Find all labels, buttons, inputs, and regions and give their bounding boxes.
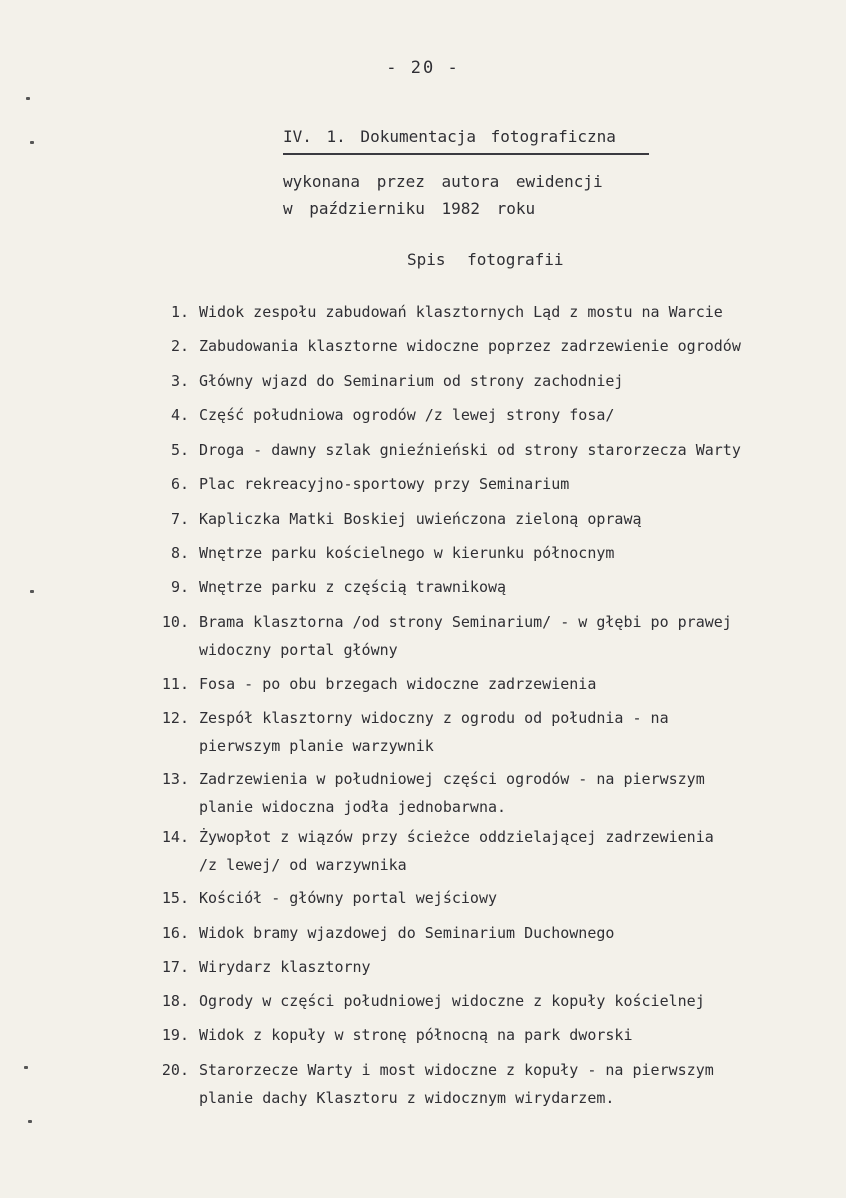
title-underline	[283, 153, 649, 155]
item-number: 13.	[161, 770, 189, 788]
margin-mark	[30, 141, 34, 144]
item-number: 12.	[161, 709, 189, 727]
item-number: 15.	[161, 889, 189, 907]
item-number: 6.	[170, 475, 189, 493]
item-number: 20.	[161, 1061, 189, 1079]
page-number: - 20 -	[386, 58, 460, 78]
item-text	[199, 441, 741, 469]
item-text	[199, 1026, 632, 1054]
item-text	[199, 578, 506, 606]
item-number: 1.	[170, 303, 189, 321]
item-text-line: Zespół klasztorny widoczny z ogrodu od południa - na	[199, 709, 669, 727]
item-text-line: Zabudowania klasztorne widoczne poprzez zadrzewienie ogrodów	[199, 337, 741, 355]
margin-mark	[26, 97, 30, 100]
item-text	[199, 770, 705, 826]
list-heading: Spis fotografii	[407, 250, 564, 269]
item-text	[199, 303, 723, 331]
item-number: 17.	[161, 958, 189, 976]
item-number: 4.	[170, 406, 189, 424]
item-text	[199, 958, 371, 986]
item-text-line: widoczny portal główny	[199, 641, 398, 659]
section-title: IV. 1. Dokumentacja fotograficzna	[283, 127, 616, 146]
item-text	[199, 889, 497, 917]
item-text	[199, 992, 705, 1020]
item-number: 8.	[170, 544, 189, 562]
item-text-line: Wnętrze parku kościelnego w kierunku północnym	[199, 544, 615, 562]
item-text-line: Zadrzewienia w południowej części ogrodów - na pierwszym	[199, 770, 705, 788]
item-text-line: Brama klasztorna /od strony Seminarium/ - w głębi po prawej	[199, 613, 732, 631]
item-text-line: Kapliczka Matki Boskiej uwieńczona zieloną oprawą	[199, 510, 642, 528]
item-text	[199, 372, 623, 400]
item-text-line: Widok zespołu zabudowań klasztornych Ląd z mostu na Warcie	[199, 303, 723, 321]
item-text-line: Żywopłot z wiązów przy ścieżce oddzielającej zadrzewienia	[199, 828, 714, 846]
item-text	[199, 406, 614, 434]
section-subtitle-line2: w październiku 1982 roku	[283, 199, 536, 218]
item-text	[199, 475, 569, 503]
item-text-line: Część południowa ogrodów /z lewej strony fosa/	[199, 406, 615, 424]
item-text-line: Kościół - główny portal wejściowy	[199, 889, 498, 907]
item-text	[199, 613, 732, 669]
item-number: 9.	[170, 578, 189, 596]
item-number: 18.	[161, 992, 189, 1010]
item-text	[199, 828, 714, 884]
item-text-line: Droga - dawny szlak gnieźnieński od strony starorzecza Warty	[199, 441, 741, 459]
item-text-line: planie widoczna jodła jednobarwna.	[199, 798, 507, 816]
item-number: 10.	[161, 613, 189, 631]
item-text-line: planie dachy Klasztoru z widocznym wirydarzem.	[199, 1089, 615, 1107]
item-text-line: Widok z kopuły w stronę północną na park dworski	[199, 1026, 633, 1044]
item-number: 7.	[170, 510, 189, 528]
item-text-line: Wirydarz klasztorny	[199, 958, 371, 976]
item-text-line: Plac rekreacyjno-sportowy przy Seminarium	[199, 475, 570, 493]
item-text-line: Fosa - po obu brzegach widoczne zadrzewienia	[199, 675, 597, 693]
item-text	[199, 510, 642, 538]
item-number: 5.	[170, 441, 189, 459]
item-text-line: Starorzecze Warty i most widoczne z kopuły - na pierwszym	[199, 1061, 714, 1079]
item-number: 3.	[170, 372, 189, 390]
item-number: 19.	[161, 1026, 189, 1044]
item-text	[199, 544, 614, 572]
item-text-line: Ogrody w części południowej widoczne z kopuły kościelnej	[199, 992, 705, 1010]
item-number: 14.	[161, 828, 189, 846]
margin-mark	[28, 1120, 32, 1123]
item-text-line: Główny wjazd do Seminarium od strony zachodniej	[199, 372, 624, 390]
item-number: 16.	[161, 924, 189, 942]
item-text	[199, 924, 614, 952]
item-number: 2.	[170, 337, 189, 355]
item-text	[199, 709, 669, 765]
item-number: 11.	[161, 675, 189, 693]
item-text-line: pierwszym planie warzywnik	[199, 737, 434, 755]
item-text	[199, 337, 741, 365]
item-text	[199, 1061, 714, 1117]
section-subtitle-line1: wykonana przez autora ewidencji	[283, 172, 603, 191]
item-text-line: Wnętrze parku z częścią trawnikową	[199, 578, 507, 596]
item-text	[199, 675, 596, 703]
item-text-line: Widok bramy wjazdowej do Seminarium Duchownego	[199, 924, 615, 942]
margin-mark	[24, 1066, 28, 1069]
item-text-line: /z lewej/ od warzywnika	[199, 856, 407, 874]
margin-mark	[30, 590, 34, 593]
